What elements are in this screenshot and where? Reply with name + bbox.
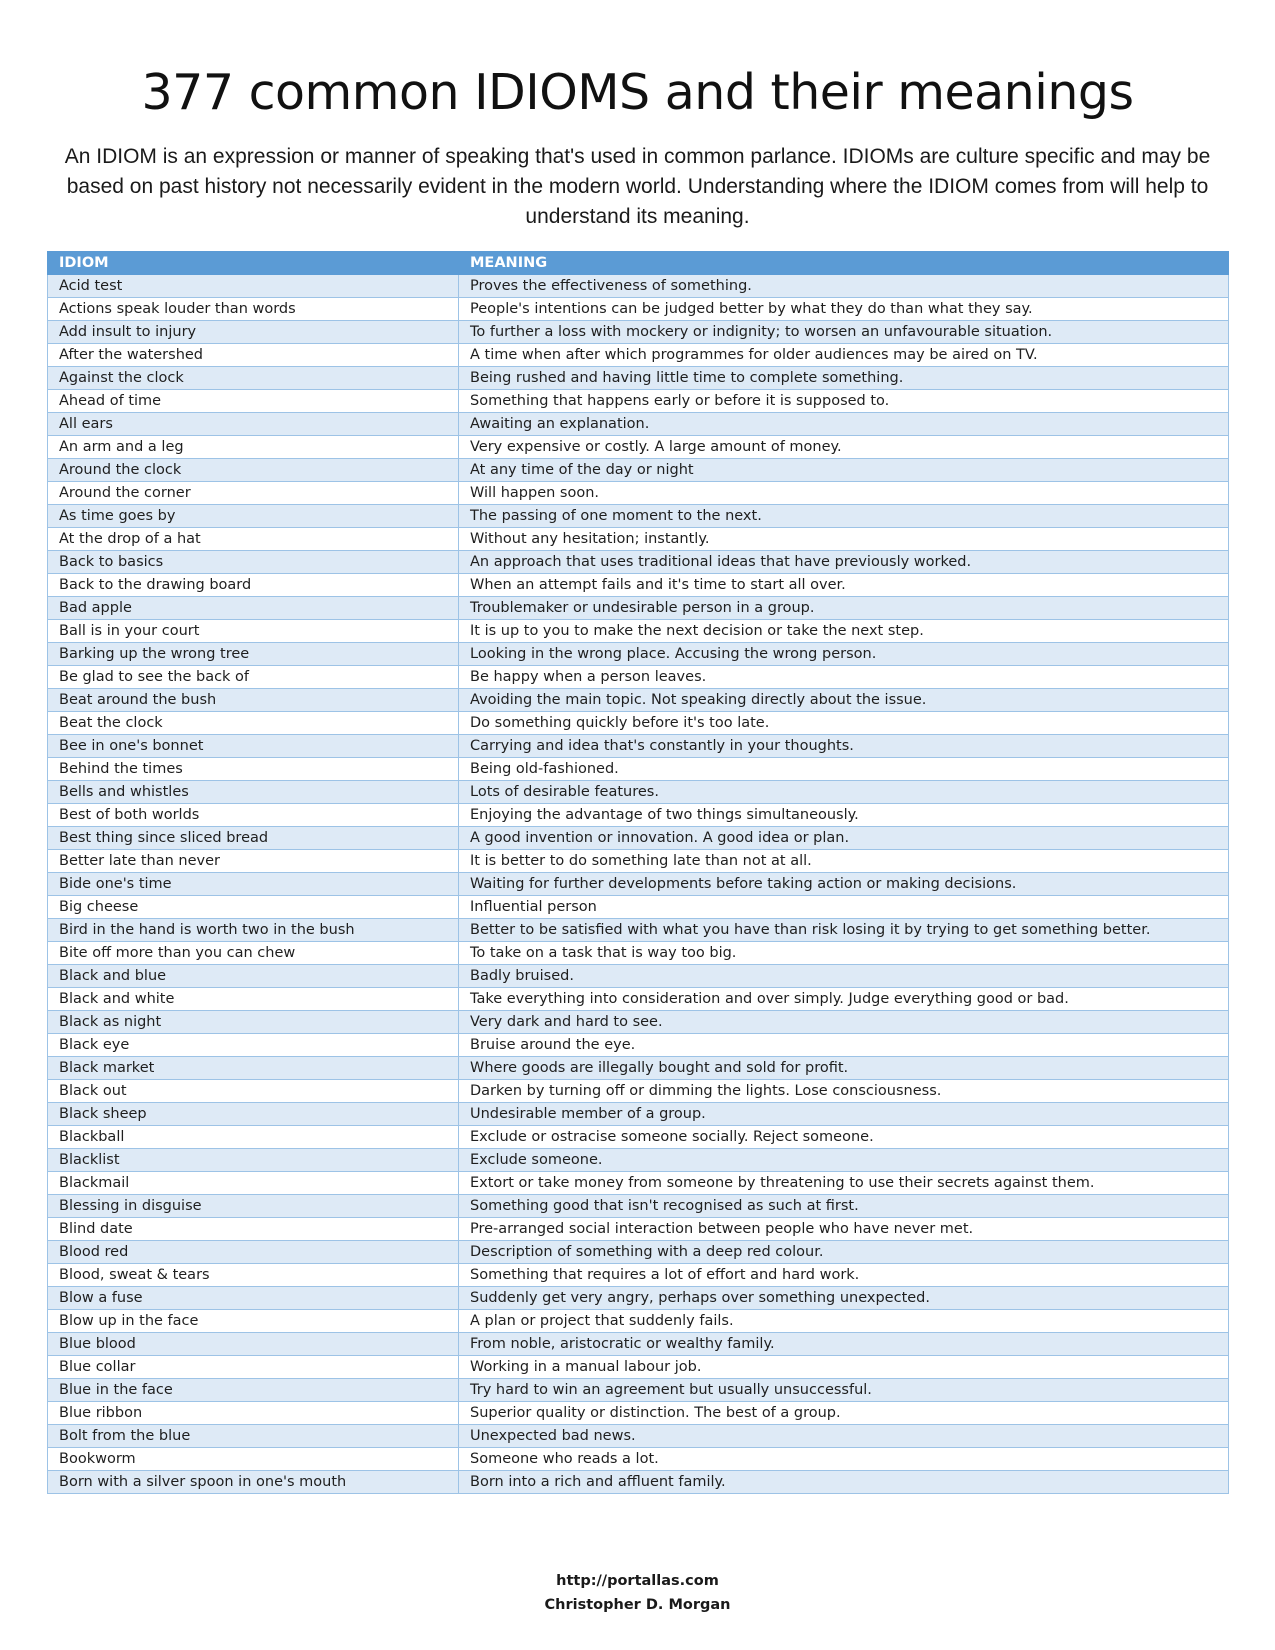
table-row bbox=[48, 1126, 1229, 1149]
idiom-cell: Blacklist bbox=[48, 1149, 459, 1172]
idiom-cell: All ears bbox=[48, 413, 459, 436]
meaning-cell: Better to be satisfied with what you have than risk losing it by trying to get something better. bbox=[459, 919, 1229, 942]
table-row bbox=[48, 597, 1229, 620]
table-row bbox=[48, 1264, 1229, 1287]
intro-paragraph: An IDIOM is an expression or manner of speaking that's used in common parlance. IDIOMs are culture specific and may be based on past history not necessarily evident in the modern world. Understanding where the IDIOM comes from will help to understand its meaning. bbox=[64, 145, 1211, 228]
table-row bbox=[48, 712, 1229, 735]
table-row bbox=[48, 1057, 1229, 1080]
meaning-cell: Be happy when a person leaves. bbox=[459, 666, 1229, 689]
table-row bbox=[48, 942, 1229, 965]
meaning-cell: Awaiting an explanation. bbox=[459, 413, 1229, 436]
table-row bbox=[48, 689, 1229, 712]
meaning-cell: Being rushed and having little time to complete something. bbox=[459, 367, 1229, 390]
meaning-cell: Superior quality or distinction. The best of a group. bbox=[459, 1402, 1229, 1425]
table-row bbox=[48, 873, 1229, 896]
meaning-cell: A plan or project that suddenly fails. bbox=[459, 1310, 1229, 1333]
meaning-cell: Exclude or ostracise someone socially. Reject someone. bbox=[459, 1126, 1229, 1149]
meaning-cell: Unexpected bad news. bbox=[459, 1425, 1229, 1448]
idiom-cell: Blow up in the face bbox=[48, 1310, 459, 1333]
table-row bbox=[48, 896, 1229, 919]
idiom-cell: Born with a silver spoon in one's mouth bbox=[48, 1471, 459, 1494]
idiom-cell: An arm and a leg bbox=[48, 436, 459, 459]
meaning-cell: Born into a rich and affluent family. bbox=[459, 1471, 1229, 1494]
footer bbox=[0, 1569, 1275, 1617]
meaning-cell: Something that happens early or before it is supposed to. bbox=[459, 390, 1229, 413]
idioms-table bbox=[47, 251, 1229, 1494]
column-header-meaning: MEANING bbox=[459, 252, 1229, 275]
meaning-cell: Carrying and idea that's constantly in your thoughts. bbox=[459, 735, 1229, 758]
meaning-cell: Without any hesitation; instantly. bbox=[459, 528, 1229, 551]
idiom-cell: Blind date bbox=[48, 1218, 459, 1241]
idiom-cell: Blue in the face bbox=[48, 1379, 459, 1402]
idiom-cell: Blue blood bbox=[48, 1333, 459, 1356]
idiom-cell: Black market bbox=[48, 1057, 459, 1080]
meaning-cell: Something good that isn't recognised as such at first. bbox=[459, 1195, 1229, 1218]
meaning-cell: To take on a task that is way too big. bbox=[459, 942, 1229, 965]
table-row bbox=[48, 666, 1229, 689]
idiom-cell: Bee in one's bonnet bbox=[48, 735, 459, 758]
table-row bbox=[48, 919, 1229, 942]
table-row bbox=[48, 528, 1229, 551]
table-row bbox=[48, 321, 1229, 344]
table-row bbox=[48, 551, 1229, 574]
table-row bbox=[48, 1448, 1229, 1471]
meaning-cell: Enjoying the advantage of two things simultaneously. bbox=[459, 804, 1229, 827]
table-row bbox=[48, 390, 1229, 413]
table-row bbox=[48, 1287, 1229, 1310]
meaning-cell: Bruise around the eye. bbox=[459, 1034, 1229, 1057]
idiom-cell: Black sheep bbox=[48, 1103, 459, 1126]
table-row bbox=[48, 1195, 1229, 1218]
table-row bbox=[48, 827, 1229, 850]
table-row bbox=[48, 1149, 1229, 1172]
meaning-cell: It is better to do something late than not at all. bbox=[459, 850, 1229, 873]
meaning-cell: Working in a manual labour job. bbox=[459, 1356, 1229, 1379]
meaning-cell: At any time of the day or night bbox=[459, 459, 1229, 482]
meaning-cell: Very dark and hard to see. bbox=[459, 1011, 1229, 1034]
idiom-cell: Behind the times bbox=[48, 758, 459, 781]
idiom-cell: Black eye bbox=[48, 1034, 459, 1057]
table-row bbox=[48, 1172, 1229, 1195]
idiom-cell: Barking up the wrong tree bbox=[48, 643, 459, 666]
table-row bbox=[48, 620, 1229, 643]
table-row bbox=[48, 965, 1229, 988]
idiom-cell: As time goes by bbox=[48, 505, 459, 528]
idiom-cell: Around the corner bbox=[48, 482, 459, 505]
table-row bbox=[48, 344, 1229, 367]
table-row bbox=[48, 1402, 1229, 1425]
table-row bbox=[48, 1310, 1229, 1333]
table-row bbox=[48, 1080, 1229, 1103]
table-row bbox=[48, 275, 1229, 298]
meaning-cell: Avoiding the main topic. Not speaking directly about the issue. bbox=[459, 689, 1229, 712]
idiom-cell: Back to basics bbox=[48, 551, 459, 574]
idiom-cell: Blood, sweat & tears bbox=[48, 1264, 459, 1287]
table-header-row bbox=[48, 252, 1229, 275]
table-row bbox=[48, 1103, 1229, 1126]
table-row bbox=[48, 850, 1229, 873]
table-row bbox=[48, 482, 1229, 505]
page-title: 377 common IDIOMS and their meanings bbox=[141, 64, 1134, 121]
meaning-cell: An approach that uses traditional ideas that have previously worked. bbox=[459, 551, 1229, 574]
idiom-cell: Blue ribbon bbox=[48, 1402, 459, 1425]
meaning-cell: Pre-arranged social interaction between people who have never met. bbox=[459, 1218, 1229, 1241]
idiom-cell: Best thing since sliced bread bbox=[48, 827, 459, 850]
idiom-cell: Bide one's time bbox=[48, 873, 459, 896]
idiom-cell: Black and white bbox=[48, 988, 459, 1011]
meaning-cell: Darken by turning off or dimming the lights. Lose consciousness. bbox=[459, 1080, 1229, 1103]
idiom-cell: Bookworm bbox=[48, 1448, 459, 1471]
idiom-cell: Ball is in your court bbox=[48, 620, 459, 643]
idiom-cell: Bells and whistles bbox=[48, 781, 459, 804]
table-row bbox=[48, 643, 1229, 666]
meaning-cell: Being old-fashioned. bbox=[459, 758, 1229, 781]
meaning-cell: Exclude someone. bbox=[459, 1149, 1229, 1172]
idiom-cell: Best of both worlds bbox=[48, 804, 459, 827]
idiom-cell: After the watershed bbox=[48, 344, 459, 367]
idiom-cell: Around the clock bbox=[48, 459, 459, 482]
meaning-cell: Looking in the wrong place. Accusing the wrong person. bbox=[459, 643, 1229, 666]
table-row bbox=[48, 1034, 1229, 1057]
table-row bbox=[48, 1471, 1229, 1494]
table-row bbox=[48, 988, 1229, 1011]
idiom-cell: Beat around the bush bbox=[48, 689, 459, 712]
meaning-cell: Someone who reads a lot. bbox=[459, 1448, 1229, 1471]
table-row bbox=[48, 1241, 1229, 1264]
idiom-cell: Blackmail bbox=[48, 1172, 459, 1195]
idiom-cell: Ahead of time bbox=[48, 390, 459, 413]
table-row bbox=[48, 574, 1229, 597]
meaning-cell: When an attempt fails and it's time to start all over. bbox=[459, 574, 1229, 597]
meaning-cell: Suddenly get very angry, perhaps over something unexpected. bbox=[459, 1287, 1229, 1310]
meaning-cell: Something that requires a lot of effort and hard work. bbox=[459, 1264, 1229, 1287]
table-row bbox=[48, 1379, 1229, 1402]
table-row bbox=[48, 436, 1229, 459]
idiom-cell: Black and blue bbox=[48, 965, 459, 988]
meaning-cell: The passing of one moment to the next. bbox=[459, 505, 1229, 528]
table-row bbox=[48, 505, 1229, 528]
table-row bbox=[48, 781, 1229, 804]
idiom-cell: Bite off more than you can chew bbox=[48, 942, 459, 965]
meaning-cell: Very expensive or costly. A large amount of money. bbox=[459, 436, 1229, 459]
idiom-cell: Add insult to injury bbox=[48, 321, 459, 344]
idiom-cell: At the drop of a hat bbox=[48, 528, 459, 551]
table-row bbox=[48, 1011, 1229, 1034]
idiom-cell: Bolt from the blue bbox=[48, 1425, 459, 1448]
idiom-cell: Back to the drawing board bbox=[48, 574, 459, 597]
idiom-cell: Actions speak louder than words bbox=[48, 298, 459, 321]
table-body bbox=[48, 275, 1229, 1494]
meaning-cell: Will happen soon. bbox=[459, 482, 1229, 505]
meaning-cell: Influential person bbox=[459, 896, 1229, 919]
meaning-cell: Do something quickly before it's too late. bbox=[459, 712, 1229, 735]
meaning-cell: Where goods are illegally bought and sold for profit. bbox=[459, 1057, 1229, 1080]
meaning-cell: Lots of desirable features. bbox=[459, 781, 1229, 804]
meaning-cell: To further a loss with mockery or indignity; to worsen an unfavourable situation. bbox=[459, 321, 1229, 344]
table-row bbox=[48, 804, 1229, 827]
meaning-cell: Extort or take money from someone by threatening to use their secrets against them. bbox=[459, 1172, 1229, 1195]
idiom-cell: Bird in the hand is worth two in the bush bbox=[48, 919, 459, 942]
meaning-cell: Waiting for further developments before taking action or making decisions. bbox=[459, 873, 1229, 896]
meaning-cell: From noble, aristocratic or wealthy family. bbox=[459, 1333, 1229, 1356]
footer-author: Christopher D. Morgan bbox=[544, 1597, 731, 1613]
idiom-cell: Blessing in disguise bbox=[48, 1195, 459, 1218]
meaning-cell: A good invention or innovation. A good idea or plan. bbox=[459, 827, 1229, 850]
meaning-cell: It is up to you to make the next decision or take the next step. bbox=[459, 620, 1229, 643]
idiom-cell: Be glad to see the back of bbox=[48, 666, 459, 689]
idiom-cell: Big cheese bbox=[48, 896, 459, 919]
table-row bbox=[48, 1356, 1229, 1379]
idiom-cell: Acid test bbox=[48, 275, 459, 298]
table-row bbox=[48, 298, 1229, 321]
table-row bbox=[48, 459, 1229, 482]
column-header-idiom: IDIOM bbox=[48, 252, 459, 275]
idiom-cell: Blue collar bbox=[48, 1356, 459, 1379]
meaning-cell: Undesirable member of a group. bbox=[459, 1103, 1229, 1126]
meaning-cell: Badly bruised. bbox=[459, 965, 1229, 988]
idiom-cell: Black out bbox=[48, 1080, 459, 1103]
meaning-cell: Troublemaker or undesirable person in a group. bbox=[459, 597, 1229, 620]
meaning-cell: Description of something with a deep red colour. bbox=[459, 1241, 1229, 1264]
idiom-cell: Blood red bbox=[48, 1241, 459, 1264]
idiom-cell: Blackball bbox=[48, 1126, 459, 1149]
table-row bbox=[48, 1333, 1229, 1356]
meaning-cell: People's intentions can be judged better by what they do than what they say. bbox=[459, 298, 1229, 321]
idiom-cell: Against the clock bbox=[48, 367, 459, 390]
idiom-cell: Beat the clock bbox=[48, 712, 459, 735]
meaning-cell: Take everything into consideration and over simply. Judge everything good or bad. bbox=[459, 988, 1229, 1011]
table-row bbox=[48, 413, 1229, 436]
table-row bbox=[48, 1218, 1229, 1241]
footer-url: http://portallas.com bbox=[556, 1573, 719, 1589]
table-row bbox=[48, 1425, 1229, 1448]
idiom-cell: Black as night bbox=[48, 1011, 459, 1034]
meaning-cell: Proves the effectiveness of something. bbox=[459, 275, 1229, 298]
table-row bbox=[48, 367, 1229, 390]
table-row bbox=[48, 735, 1229, 758]
table-row bbox=[48, 758, 1229, 781]
meaning-cell: Try hard to win an agreement but usually unsuccessful. bbox=[459, 1379, 1229, 1402]
meaning-cell: A time when after which programmes for older audiences may be aired on TV. bbox=[459, 344, 1229, 367]
idiom-cell: Better late than never bbox=[48, 850, 459, 873]
idiom-cell: Blow a fuse bbox=[48, 1287, 459, 1310]
idiom-cell: Bad apple bbox=[48, 597, 459, 620]
